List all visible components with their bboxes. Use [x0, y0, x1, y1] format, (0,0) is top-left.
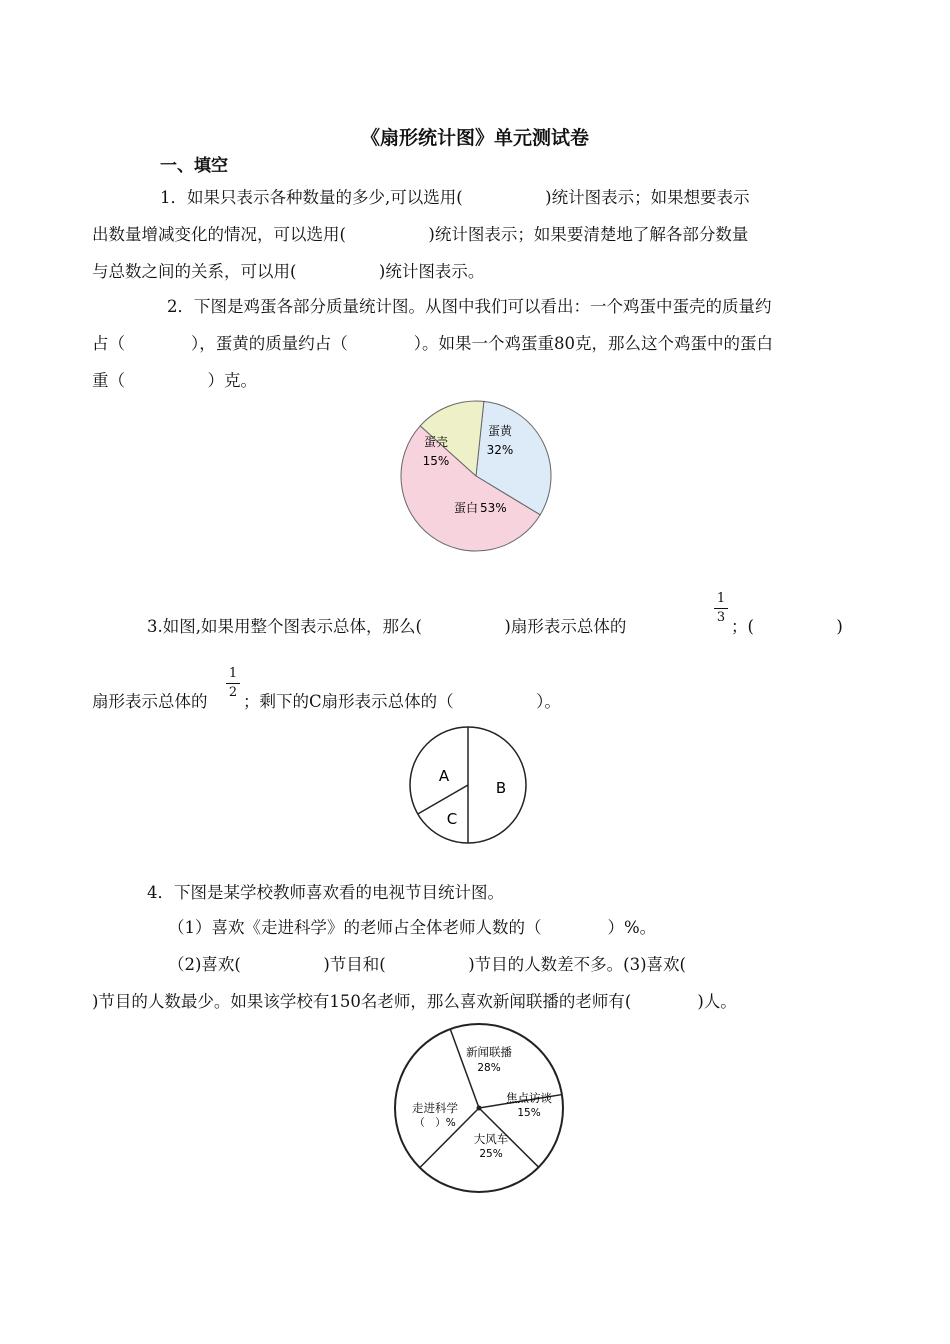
- q2-line3: 重（ ）克。: [92, 371, 257, 390]
- section-heading: 一、填空: [160, 156, 228, 176]
- value-yolk: 32%: [486, 443, 514, 457]
- value-cartoon: 25%: [479, 1148, 503, 1160]
- label-white: 蛋白: [454, 501, 479, 515]
- q4-line3: （2)喜欢( )节目和( )节目的人数差不多。(3)喜欢(: [168, 955, 686, 974]
- label-c: C: [446, 810, 458, 828]
- label-b: B: [495, 779, 507, 797]
- abc-pie-chart: [405, 724, 531, 846]
- q3-part2: ；( ): [731, 617, 843, 636]
- pie-center-dot: [477, 1106, 482, 1111]
- q1-line2: 出数量增减变化的情况，可以选用( )统计图表示；如果要清楚地了解各部分数量: [92, 225, 749, 244]
- value-white: 53%: [480, 501, 507, 515]
- q1-line3: 与总数之间的关系，可以用( )统计图表示。: [92, 262, 485, 281]
- fraction-denominator: 2: [228, 685, 238, 700]
- fraction-numerator: 1: [716, 591, 726, 606]
- label-news: 新闻联播: [466, 1045, 512, 1059]
- page-title: 《扇形统计图》单元测试卷: [360, 127, 589, 149]
- value-shell: 15%: [422, 454, 450, 468]
- egg-pie-chart: [396, 399, 556, 553]
- q4-line4: )节目的人数最少。如果该学校有150名老师，那么喜欢新闻联播的老师有( )人。: [92, 992, 737, 1011]
- label-shell: 蛋壳: [423, 435, 449, 449]
- label-yolk: 蛋黄: [487, 424, 513, 438]
- value-focus: 15%: [517, 1107, 541, 1119]
- label-a: A: [438, 767, 450, 785]
- q3-part1: 3.如图,如果用整个图表示总体，那么( )扇形表示总体的: [147, 617, 627, 636]
- fraction-one-third: [714, 592, 728, 625]
- q2-line2: 占（ ），蛋黄的质量约占（ ）。如果一个鸡蛋重80克，那么这个鸡蛋中的蛋白: [92, 334, 773, 353]
- fraction-denominator: 3: [716, 610, 726, 625]
- q4-line2: （1）喜欢《走进科学》的老师占全体老师人数的（ ）%。: [168, 918, 657, 937]
- tv-program-pie-chart: [391, 1022, 567, 1194]
- q2-line1: 2．下图是鸡蛋各部分质量统计图。从图中我们可以看出：一个鸡蛋中蛋壳的质量约: [167, 297, 772, 316]
- label-cartoon: 大风车: [473, 1132, 509, 1146]
- q4-line1: 4．下图是某学校教师喜欢看的电视节目统计图。: [147, 883, 504, 902]
- value-news: 28%: [477, 1062, 501, 1074]
- q1-line1: 1．如果只表示各种数量的多少,可以选用( )统计图表示；如果想要表示: [160, 188, 750, 207]
- value-science: （ ）%: [414, 1117, 456, 1129]
- fraction-one-half: [226, 667, 240, 700]
- label-science: 走进科学: [412, 1101, 458, 1115]
- q3-part4: ；剩下的C扇形表示总体的（ ）。: [243, 692, 561, 711]
- fraction-numerator: 1: [228, 666, 238, 681]
- label-focus: 焦点访谈: [506, 1091, 552, 1105]
- q3-part3: 扇形表示总体的: [92, 692, 208, 711]
